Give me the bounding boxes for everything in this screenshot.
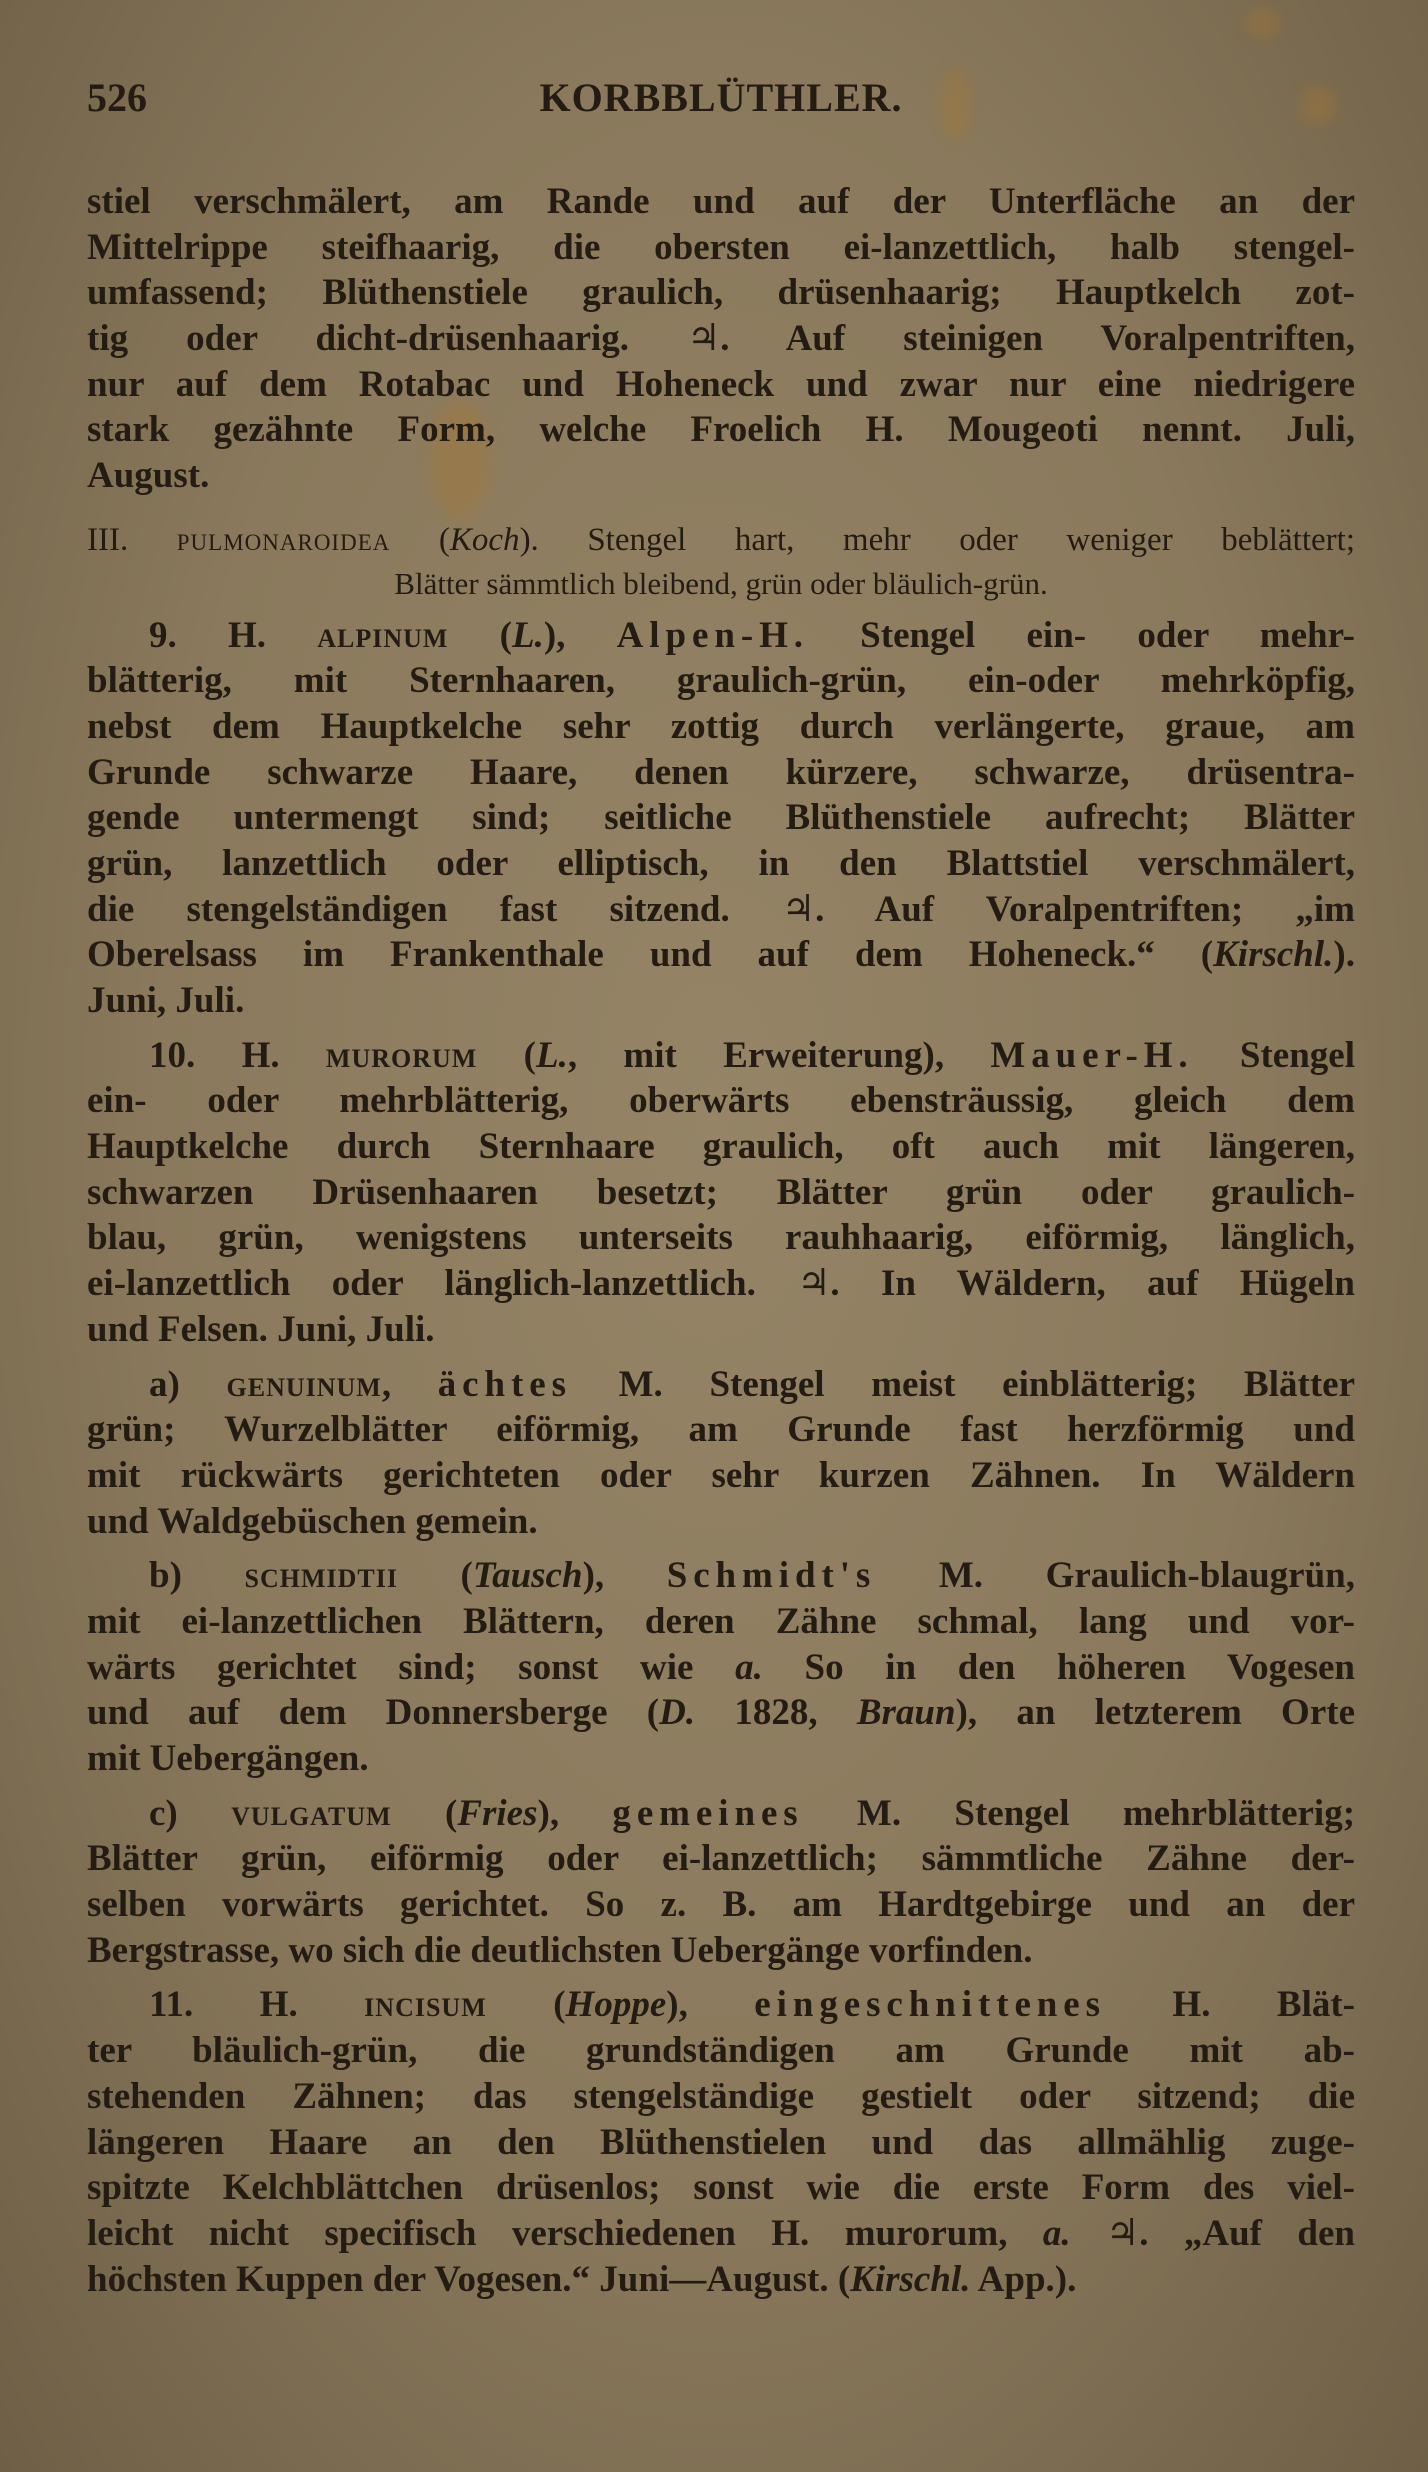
text-line	[87, 1033, 1355, 1079]
text-line	[87, 2074, 1355, 2120]
italic-text: D.	[659, 1692, 696, 1734]
text-line	[87, 1836, 1355, 1882]
taxon-name: pulmonaroidea	[176, 521, 391, 558]
text-segment: spitzte Kelchblättchen drüsenlos; sonst wie die erste Form des viel-	[87, 2167, 1355, 2209]
text-segment: 10. H.	[149, 1034, 326, 1076]
text-line	[87, 2028, 1355, 2074]
common-name: Alpen-H.	[616, 614, 809, 656]
text-segment: (	[397, 1555, 473, 1597]
text-line	[87, 978, 1355, 1024]
text-segment: ),	[666, 1984, 755, 2026]
text-segment: stark gezähnte Form, welche Froelich H. Mougeoti nennt. Juli,	[87, 409, 1355, 451]
text-segment: längeren Haare an den Blüthenstielen und das allmählig zuge-	[87, 2121, 1355, 2163]
text-segment: mit rückwärts gerichteten oder sehr kurzen Zähnen. In Wäldern	[87, 1454, 1355, 1496]
text-segment: Stengel ein- oder mehr-	[808, 614, 1355, 656]
page-header	[87, 74, 1355, 130]
text-segment: M. Stengel meist einblätterig; Blätter	[571, 1363, 1355, 1405]
italic-text: Tausch	[472, 1555, 583, 1597]
text-segment: ). Stengel hart, mehr oder weniger beblättert;	[519, 521, 1355, 558]
continued-paragraph	[87, 179, 1355, 499]
text-segment: 11. H.	[149, 1984, 365, 2026]
text-segment: tig oder dicht-drüsenhaarig. ♃. Auf steinigen Voralpentriften,	[87, 318, 1355, 360]
text-segment: H. Blät-	[1105, 1984, 1356, 2026]
taxon-name: incisum	[364, 1984, 487, 2026]
text-segment: selben vorwärts gerichtet. So z. B. am Hardtgebirge und an der	[87, 1884, 1355, 1926]
text-line	[87, 1215, 1355, 1261]
text-line	[87, 704, 1355, 750]
text-segment: ).	[1333, 934, 1355, 976]
text-segment: blau, grün, wenigstens unterseits rauhhaarig, eiförmig, länglich,	[87, 1217, 1355, 1259]
text-line	[87, 1499, 1355, 1545]
text-segment: blätterig, mit Sternhaaren, graulich-grün, ein-oder mehrköpfig,	[87, 660, 1355, 702]
text-line	[87, 1307, 1355, 1353]
text-line	[87, 750, 1355, 796]
text-line	[87, 1982, 1355, 2028]
text-line	[87, 225, 1355, 271]
text-segment: ♃. „Auf den	[1070, 2212, 1355, 2254]
text-segment: 9. H.	[149, 614, 318, 656]
species-entry	[87, 613, 1355, 1024]
text-segment: mit Uebergängen.	[87, 1738, 369, 1779]
text-segment: Blätter grün, eiförmig oder ei-lanzettlich; sämmtliche Zähne der-	[87, 1838, 1355, 1880]
text-segment: ter bläulich-grün, die grundständigen am Grunde mit ab-	[87, 2030, 1355, 2072]
common-name: Schmidt's	[666, 1555, 877, 1597]
text-segment: nebst dem Hauptkelche sehr zottig durch verlängerte, graue, am	[87, 705, 1355, 747]
species-entry	[87, 1982, 1355, 2302]
text-segment: gende untermengt sind; seitliche Blüthenstiele aufrecht; Blätter	[87, 797, 1355, 839]
text-segment: wärts gerichtet sind; sonst wie	[87, 1646, 736, 1688]
text-segment: und Felsen. Juni, Juli.	[87, 1308, 435, 1350]
text-segment: mit ei-lanzettlichen Blättern, deren Zähne schmal, lang und vor-	[87, 1600, 1355, 1642]
page-body	[87, 179, 1355, 2302]
text-segment: ), an letzterem Orte	[955, 1692, 1355, 1734]
text-line	[87, 1407, 1355, 1453]
text-segment: (	[390, 521, 450, 558]
text-line	[87, 887, 1355, 933]
text-line	[87, 1645, 1355, 1691]
text-line	[87, 1736, 1355, 1782]
text-line	[87, 2211, 1355, 2257]
variety-paragraph	[87, 1362, 1355, 1545]
text-line	[87, 2120, 1355, 2166]
text-segment: Blätter sämmtlich bleibend, grün oder bläulich-grün.	[394, 565, 1048, 601]
text-line	[87, 1261, 1355, 1307]
text-segment: App.).	[970, 2258, 1077, 2300]
text-segment: grün; Wurzelblätter eiförmig, am Grunde fast herzförmig und	[87, 1409, 1355, 1451]
text-segment: b)	[149, 1555, 245, 1597]
text-line	[87, 453, 1355, 499]
text-line	[87, 362, 1355, 408]
text-segment: (	[486, 1984, 566, 2026]
variety-paragraph	[87, 1791, 1355, 1974]
italic-text: Braun	[856, 1692, 956, 1734]
text-segment: ei-lanzettlich oder länglich-lanzettlich. ♃. In Wäldern, auf Hügeln	[87, 1263, 1355, 1305]
text-line	[87, 1599, 1355, 1645]
text-line	[87, 1553, 1355, 1599]
text-line	[87, 613, 1355, 659]
italic-text: Hoppe	[565, 1984, 667, 2026]
text-line	[87, 1078, 1355, 1124]
italic-text: L.	[512, 614, 544, 656]
text-line	[87, 270, 1355, 316]
text-segment: und Waldgebüschen gemein.	[87, 1500, 538, 1542]
text-segment: nur auf dem Rotabac und Hoheneck und zwar nur eine niedrigere	[87, 363, 1355, 405]
text-line	[87, 564, 1355, 604]
text-line	[87, 1791, 1355, 1837]
text-segment: stehenden Zähnen; das stengelständige gestielt oder sitzend; die	[87, 2075, 1355, 2117]
variety-paragraph	[87, 1553, 1355, 1781]
taxon-name: murorum	[325, 1034, 478, 1076]
text-line	[87, 1882, 1355, 1928]
italic-text: Fries	[457, 1792, 538, 1834]
italic-text: Kirschl.	[850, 2258, 971, 2300]
text-segment: die stengelständigen fast sitzend. ♃. Auf Voralpentriften; „im	[87, 888, 1355, 930]
italic-text: a.	[1042, 2212, 1071, 2254]
text-line	[87, 2165, 1355, 2211]
section-heading	[87, 518, 1355, 604]
text-segment: ,	[381, 1363, 438, 1405]
text-segment: Bergstrasse, wo sich die deutlichsten Uebergänge vorfinden.	[87, 1929, 1033, 1971]
italic-text: a.	[735, 1646, 763, 1688]
text-segment: August.	[87, 455, 210, 497]
text-line	[87, 179, 1355, 225]
text-segment: höchsten Kuppen der Vogesen.“ Juni—August. (	[87, 2258, 851, 2300]
common-name: Mauer-H.	[990, 1034, 1194, 1076]
text-segment: (	[391, 1792, 458, 1834]
text-segment: , mit Erweiterung),	[567, 1034, 991, 1076]
text-line	[87, 407, 1355, 453]
taxon-name: schmidtii	[244, 1555, 398, 1597]
common-name: eingeschnittenes	[754, 1984, 1106, 2026]
text-line	[87, 1170, 1355, 1216]
text-segment: So in den höheren Vogesen	[762, 1646, 1355, 1688]
taxon-name: vulgatum	[231, 1792, 392, 1834]
italic-text: Kirschl.	[1213, 934, 1334, 976]
text-segment: schwarzen Drüsenhaaren besetzt; Blätter grün oder graulich-	[87, 1171, 1355, 1213]
paper-stain	[1245, 8, 1281, 38]
text-segment: ),	[543, 614, 617, 656]
text-segment: Mittelrippe steifhaarig, die obersten ei-lanzettlich, halb stengel-	[87, 226, 1355, 268]
text-segment: 1828,	[695, 1692, 857, 1734]
text-segment: c)	[149, 1792, 232, 1834]
text-segment: Oberelsass im Frankenthale und auf dem Hoheneck.“ (	[87, 934, 1214, 976]
text-line	[87, 658, 1355, 704]
running-title: KORBBLÜTHLER.	[539, 75, 903, 120]
text-line	[87, 795, 1355, 841]
text-segment: a)	[149, 1363, 227, 1405]
taxon-name: alpinum	[317, 614, 449, 656]
page-number: 526	[87, 75, 147, 120]
text-line	[87, 316, 1355, 362]
text-line	[87, 2257, 1355, 2303]
text-line	[87, 518, 1355, 564]
text-line	[87, 1124, 1355, 1170]
text-line	[87, 1362, 1355, 1408]
text-line	[87, 841, 1355, 887]
italic-text: Koch	[449, 521, 520, 558]
text-segment: M. Stengel mehrblätterig;	[803, 1792, 1356, 1834]
text-segment: ein- oder mehrblätterig, oberwärts ebensträussig, gleich dem	[87, 1080, 1355, 1122]
text-segment: stiel verschmälert, am Rande und auf der Unterfläche an der	[87, 181, 1355, 222]
text-segment: (	[448, 614, 512, 656]
text-line	[87, 1453, 1355, 1499]
text-segment: ),	[582, 1555, 667, 1597]
common-name: gemeines	[612, 1792, 804, 1834]
text-segment: Hauptkelche durch Sternhaare graulich, oft auch mit längeren,	[87, 1126, 1355, 1168]
text-segment: leicht nicht specifisch verschiedenen H. murorum,	[87, 2212, 1043, 2254]
text-segment: Stengel	[1193, 1034, 1355, 1076]
text-segment: (	[477, 1034, 536, 1076]
text-line	[87, 1690, 1355, 1736]
text-segment: ),	[537, 1792, 613, 1834]
text-segment: Grunde schwarze Haare, denen kürzere, schwarze, drüsentra-	[87, 751, 1355, 793]
text-segment: und auf dem Donnersberge (	[87, 1692, 660, 1734]
text-line	[87, 1928, 1355, 1974]
species-entry	[87, 1033, 1355, 1353]
italic-text: L.	[535, 1034, 568, 1076]
text-segment: III.	[87, 521, 177, 558]
text-segment: Juni, Juli.	[87, 980, 245, 1021]
taxon-name: genuinum	[226, 1363, 382, 1405]
text-segment: umfassend; Blüthenstiele graulich, drüsenhaarig; Hauptkelch zot-	[87, 272, 1355, 314]
text-line	[87, 932, 1355, 978]
common-name: ächtes	[437, 1363, 572, 1405]
text-segment: grün, lanzettlich oder elliptisch, in den Blattstiel verschmälert,	[87, 842, 1355, 884]
text-segment: M. Graulich-blaugrün,	[876, 1555, 1356, 1597]
